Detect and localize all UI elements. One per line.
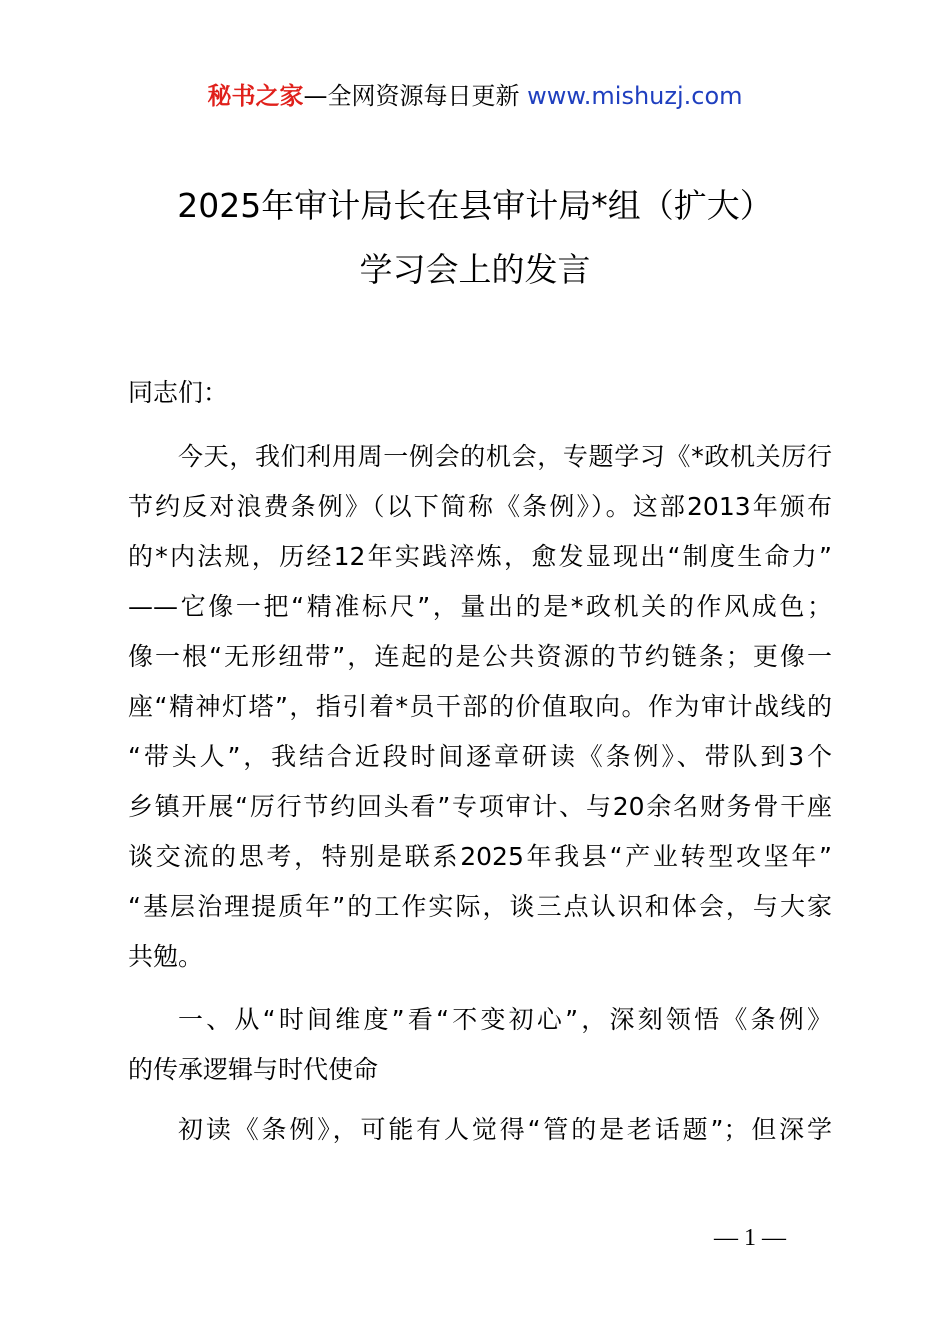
site-slogan: —全网资源每日更新 bbox=[303, 82, 528, 110]
page-number: — 1 — bbox=[714, 1225, 786, 1251]
greeting: 同志们： bbox=[128, 378, 229, 407]
paragraph-1-line-4: ——它像一把“精准标尺”，量出的是*政机关的作风成色； bbox=[128, 592, 832, 621]
paragraph-1-line-9: 谈交流的思考，特别是联系2025年我县“产业转型攻坚年” bbox=[128, 842, 832, 871]
document-title-line-2: 学习会上的发言 bbox=[359, 250, 591, 289]
paragraph-1-line-11: 共勉。 bbox=[128, 942, 204, 971]
paragraph-1-line-1: 今天，我们利用周一例会的机会，专题学习《*政机关厉行 bbox=[178, 442, 832, 471]
paragraph-1-line-2: 节约反对浪费条例》（以下简称《条例》）。这部2013年颁布 bbox=[128, 492, 832, 521]
paragraph-1-line-3: 的*内法规，历经12年实践淬炼，愈发显现出“制度生命力” bbox=[128, 542, 832, 571]
paragraph-1-line-6: 座“精神灯塔”，指引着*员干部的价值取向。作为审计战线的 bbox=[128, 692, 832, 721]
site-brand: 秘书之家 bbox=[207, 82, 304, 110]
paragraph-1-line-7: “带头人”，我结合近段时间逐章研读《条例》、带队到3个 bbox=[128, 742, 832, 771]
paragraph-1-line-5: 像一根“无形纽带”，连起的是公共资源的节约链条；更像一 bbox=[128, 642, 832, 671]
section-1-heading-line-1: 一、从“时间维度”看“不变初心”，深刻领悟《条例》 bbox=[178, 1005, 832, 1034]
document-title-line-1: 2025年审计局长在县审计局*组（扩大） bbox=[177, 186, 773, 225]
section-1-heading-line-2: 的传承逻辑与时代使命 bbox=[128, 1055, 379, 1084]
site-url-link[interactable]: www.mishuzj.com bbox=[527, 82, 743, 110]
paragraph-1-line-8: 乡镇开展“厉行节约回头看”专项审计、与20余名财务骨干座 bbox=[128, 792, 832, 821]
paragraph-1-line-10: “基层治理提质年”的工作实际，谈三点认识和体会，与大家 bbox=[128, 892, 832, 921]
site-header bbox=[0, 80, 950, 112]
paragraph-2-line-1: 初读《条例》，可能有人觉得“管的是老话题”；但深学 bbox=[178, 1115, 832, 1144]
